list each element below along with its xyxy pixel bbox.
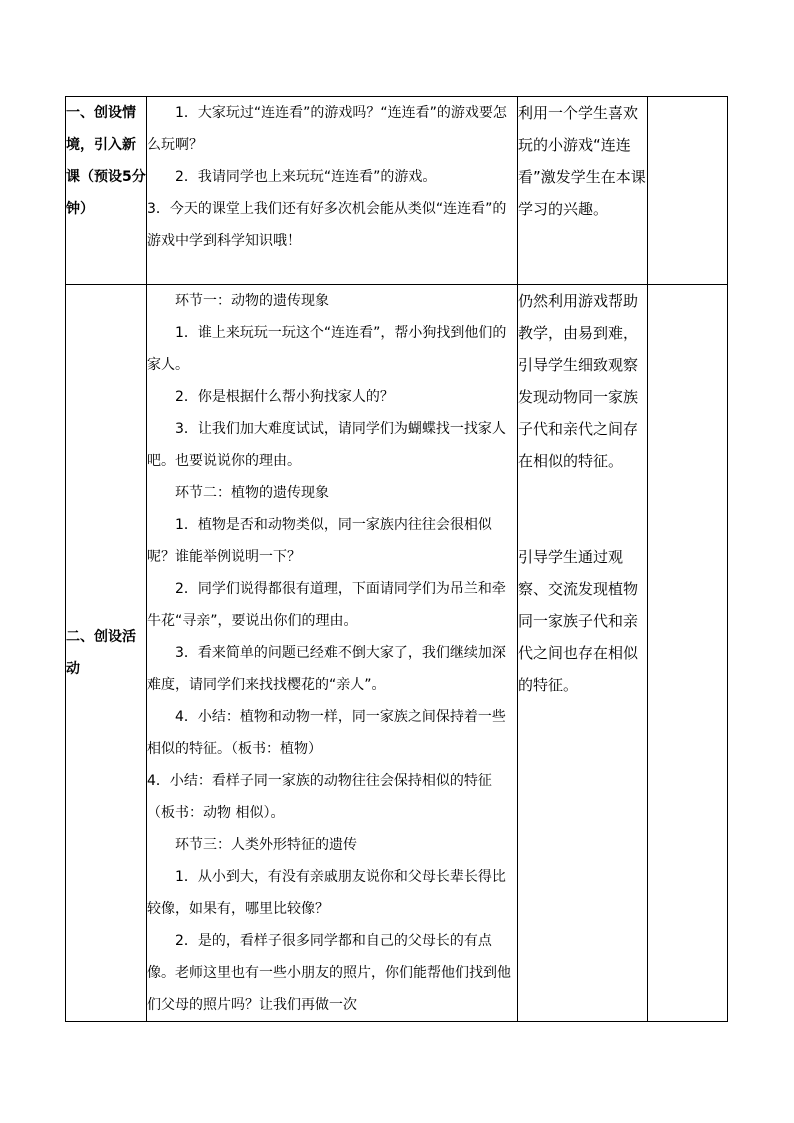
lesson-plan-table — [65, 96, 728, 1022]
stage-label: 二、创设活动 — [66, 629, 136, 677]
content-line: 4．小结：植物和动物一样，同一家族之间保持着一些相似的特征。（板书：植物） — [147, 709, 506, 757]
stage-label: 一、创设情境，引入新课（预设5分钟） — [66, 105, 146, 217]
content-cell — [147, 285, 518, 1022]
content-line: 1．谁上来玩玩一玩这个“连连看”，帮小狗找到他们的家人。 — [147, 325, 507, 373]
content-line: 2．同学们说得都很有道理，下面请同学们为吊兰和牵牛花“寻亲”，要说出你们的理由。 — [147, 581, 506, 629]
notes-cell — [648, 285, 728, 1022]
section-heading: 环节三：人类外形特征的遗传 — [175, 837, 357, 853]
intent-text: 引导学生通过观察、交流发现植物同一家族子代和亲代之间也存在相似的特征。 — [518, 548, 639, 694]
content-line: 1．植物是否和动物类似，同一家族内往往会很相似呢？谁能举例说明一下？ — [147, 517, 492, 565]
content-line: 3．今天的课堂上我们还有好多次机会能从类似“连连看”的游戏中学到科学知识哦！ — [147, 201, 507, 249]
notes-cell — [648, 97, 728, 285]
content-line: 2．是的，看样子很多同学都和自己的父母长的有点像。老师这里也有一些小朋友的照片，你们能帮他们找到他们父母的照片吗？让我们再做一次 — [147, 933, 511, 1013]
content-line: 4．小结：看样子同一家族的动物往往会保持相似的特征（板书：动物 相似）。 — [147, 773, 492, 821]
section-heading: 环节一：动物的遗传现象 — [175, 293, 329, 309]
intent-cell — [518, 285, 648, 1022]
stage-cell — [66, 285, 147, 1022]
table-row — [66, 97, 728, 285]
intent-text: 仍然利用游戏帮助教学，由易到难，引导学生细致观察发现动物同一家族子代和亲代之间存在相似的特征。 — [518, 292, 639, 470]
content-cell — [147, 97, 518, 285]
content-line: 1．大家玩过“连连看”的游戏吗？“连连看”的游戏要怎么玩啊？ — [147, 105, 507, 153]
content-line: 1．从小到大，有没有亲戚朋友说你和父母长辈长得比较像，如果有，哪里比较像？ — [147, 869, 506, 917]
content-line: 2．你是根据什么帮小狗找家人的？ — [175, 389, 394, 405]
section-heading: 环节二：植物的遗传现象 — [175, 485, 329, 501]
stage-cell — [66, 97, 147, 285]
content-line: 3．让我们加大难度试试，请同学们为蝴蝶找一找家人吧。也要说说你的理由。 — [147, 421, 506, 469]
intent-cell — [518, 97, 648, 285]
table-row — [66, 285, 728, 1022]
content-line: 3．看来简单的问题已经难不倒大家了，我们继续加深难度，请同学们来找找樱花的“亲人”。 — [147, 645, 506, 693]
content-line: 2．我请同学也上来玩玩“连连看”的游戏。 — [175, 169, 437, 185]
intent-text: 利用一个学生喜欢玩的小游戏“连连看”激发学生在本课学习的兴趣。 — [518, 104, 646, 218]
